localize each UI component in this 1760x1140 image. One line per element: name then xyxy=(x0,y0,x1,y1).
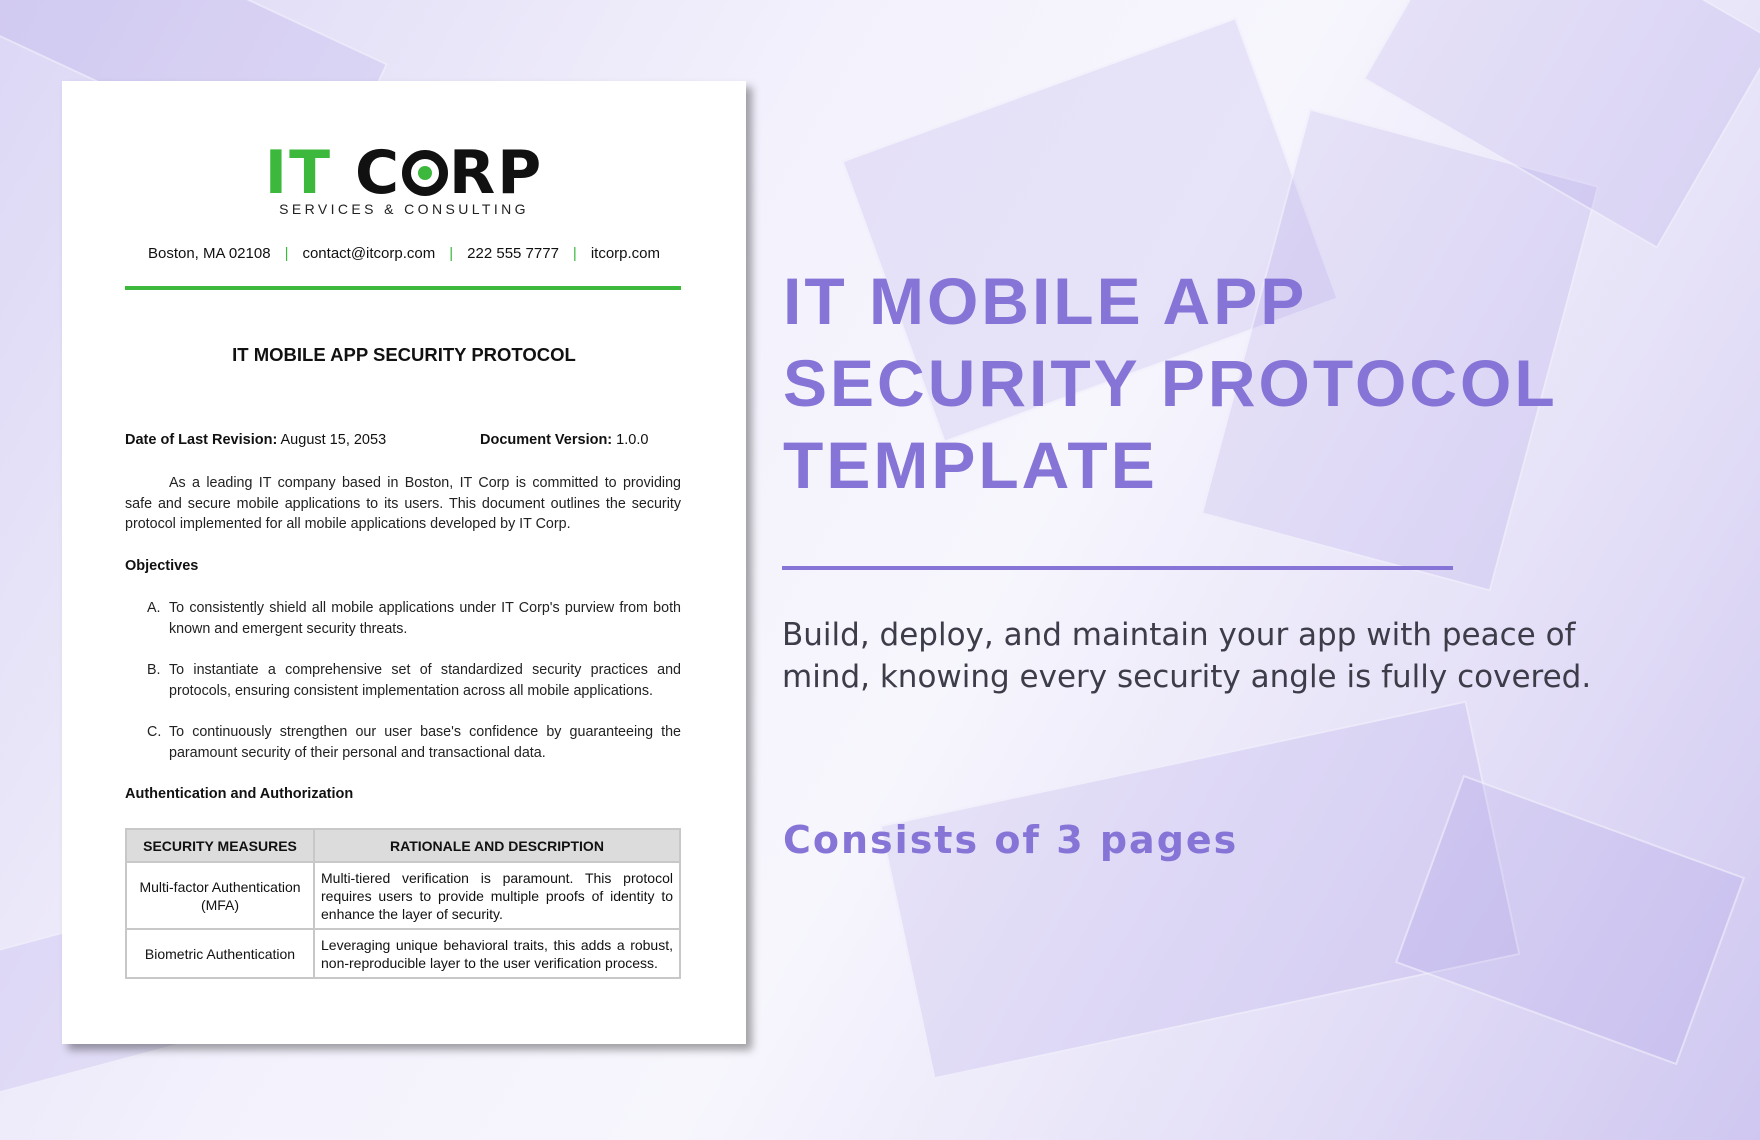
document-version xyxy=(480,432,648,448)
separator: | xyxy=(449,245,454,262)
table-header: SECURITY MEASURES xyxy=(126,829,314,862)
version-label: Document Version: xyxy=(480,432,613,448)
table-cell: Multi-factor Authentication (MFA) xyxy=(126,862,314,929)
company-logo xyxy=(62,138,746,208)
table-row xyxy=(126,929,680,978)
contact-line xyxy=(62,245,746,262)
version-value: 1.0.0 xyxy=(616,432,649,448)
logo-corp-rp: RP xyxy=(449,138,544,208)
objective-item xyxy=(147,660,681,702)
promo-divider xyxy=(782,566,1453,570)
document-title: IT MOBILE APP SECURITY PROTOCOL xyxy=(232,344,576,365)
revision-value: August 15, 2053 xyxy=(280,432,387,448)
header-divider xyxy=(125,286,681,290)
separator: | xyxy=(284,245,289,262)
objectives-heading: Objectives xyxy=(125,558,199,574)
intro-paragraph: As a leading IT company based in Boston, IT Corp is committed to providing safe and secure mobile applications to its users. This document outlines the security protocol implemented for all mobile applications developed by IT Corp. xyxy=(125,475,681,532)
table-cell: Leveraging unique behavioral traits, this adds a robust, non-reproducible layer to the user verification process. xyxy=(314,929,680,978)
objective-text: To continuously strengthen our user base's confidence by guaranteeing the paramount security of their personal and transactional data. xyxy=(169,724,681,761)
security-measures-table xyxy=(125,828,681,979)
logo-it: IT xyxy=(264,138,333,208)
table-cell: Multi-tiered verification is paramount. This protocol requires users to provide multiple proofs of identity to enhance the layer of security. xyxy=(314,862,680,929)
revision-date xyxy=(125,432,386,448)
table-header: RATIONALE AND DESCRIPTION xyxy=(314,829,680,862)
promo-subtitle: Build, deploy, and maintain your app with peace of mind, knowing every security angle is fully covered. xyxy=(782,617,1592,695)
objective-letter: C. xyxy=(147,724,162,740)
logo-corp-c: C xyxy=(354,138,401,208)
contact-email: contact@itcorp.com xyxy=(302,245,436,262)
table-cell: Biometric Authentication xyxy=(126,929,314,978)
objective-item xyxy=(147,598,681,640)
document-preview xyxy=(62,81,746,1044)
objective-letter: B. xyxy=(147,662,161,678)
objective-text: To instantiate a comprehensive set of standardized security practices and protocols, ensuring consistent implementation across all mobile applications. xyxy=(169,662,681,699)
promo-title xyxy=(783,260,1558,506)
objective-item xyxy=(147,722,681,764)
promo-title-line: SECURITY PROTOCOL xyxy=(783,346,1558,420)
logo-o-icon xyxy=(402,150,448,196)
promo-title-line: IT MOBILE APP xyxy=(783,264,1308,338)
logo-tagline: SERVICES & CONSULTING xyxy=(279,201,529,217)
objective-text: To consistently shield all mobile applications under IT Corp's purview from both known and emergent security threats. xyxy=(169,600,681,637)
separator: | xyxy=(572,245,577,262)
objective-letter: A. xyxy=(147,600,161,616)
table-row xyxy=(126,862,680,929)
table-header-row xyxy=(126,829,680,862)
contact-website: itcorp.com xyxy=(590,245,661,262)
page-count-note: Consists of 3 pages xyxy=(783,818,1239,862)
revision-label: Date of Last Revision: xyxy=(125,432,278,448)
contact-phone: 222 555 7777 xyxy=(467,245,559,262)
contact-address: Boston, MA 02108 xyxy=(147,245,271,262)
auth-heading: Authentication and Authorization xyxy=(125,786,354,802)
promo-title-line: TEMPLATE xyxy=(783,428,1158,502)
